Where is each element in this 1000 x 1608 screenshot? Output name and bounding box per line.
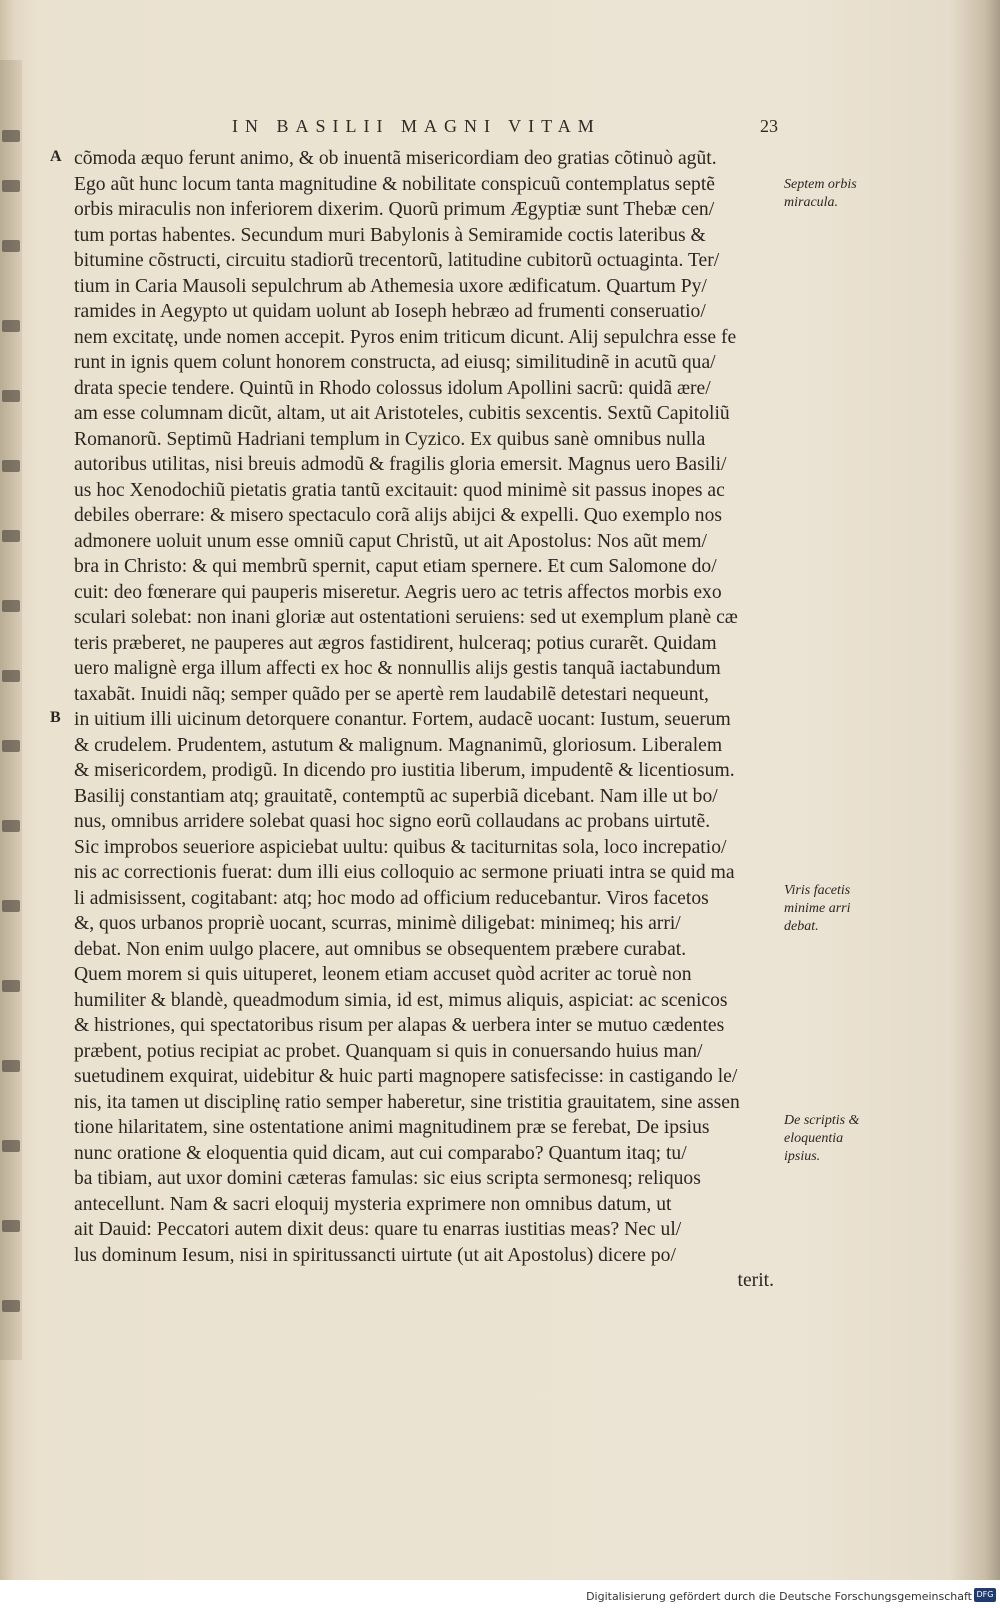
marginal-line: debat.	[784, 919, 819, 934]
text-line: autoribus utilitas, nisi breuis admodũ & fragilis gloria emersit. Magnus uero Basili/	[74, 454, 727, 475]
text-line: nunc oratione & eloquentia quid dicam, aut cui comparabo? Quantum itaq; tu/	[74, 1142, 687, 1164]
text-line: bitumine cõstructi, circuitu stadiorũ trecentorũ, latitudine cubitorũ octuaginta. Ter/	[74, 250, 720, 271]
section-marker-b: B	[50, 709, 61, 726]
text-line: tum portas habentes. Secundum muri Babylonis à Semiramide coctis lateribus &	[74, 224, 706, 246]
text-line: nem excitatę, unde nomen accepit. Pyros enim triticum dicunt. Alij sepulchra esse fe	[74, 326, 737, 348]
text-line: uero malignè erga illum affecti ex hoc & nonnullis alijs gestis tanquã iactabundum	[74, 658, 721, 679]
text-line: nis ac correctionis fuerat: dum illi eius colloquio ac sermone priuati intra se quid ma	[74, 862, 735, 883]
text-line: Basilij constantiam atq; grauitatẽ, contemptũ ac superbiã dicebant. Nam ille ut bo/	[74, 785, 718, 807]
facing-page-edge	[0, 60, 22, 1360]
text-line: drata specie tendere. Quintũ in Rhodo colossus idolum Apollini sacrũ: quidã ære/	[74, 377, 711, 399]
text-line: nis, ita tamen ut disciplinę ratio semper haberetur, sine tristitia grauitatem, sine assen	[74, 1091, 740, 1113]
text-line: nus, omnibus arridere solebat quasi hoc signo eorũ collaudans ac probans uirtutẽ.	[74, 811, 711, 832]
text-line: ramides in Aegypto ut quidam uolunt ab Ioseph hebræo ad frumenti conseruatio/	[74, 301, 706, 322]
text-line: debat. Non enim uulgo placere, aut omnibus se obsequentem præbere curabat.	[74, 938, 687, 960]
text-line: orbis miraculis non inferiorem dixerim. Quorũ primum Ægyptiæ sunt Thebæ cen/	[74, 199, 715, 220]
text-line: admonere uoluit unum esse omniũ caput Christũ, ut ait Apostolus: Nos aũt mem/	[74, 530, 707, 552]
text-line: lus dominum Iesum, nisi in spiritussancti uirtute (ut ait Apostolus) dicere po/	[74, 1244, 676, 1266]
text-line: ba tibiam, aut uxor domini cæteras famulas: sic eius scripta sermonesq; reliquos	[74, 1168, 701, 1189]
marginal-note-septem	[784, 176, 874, 212]
text-line: terit.	[737, 1270, 774, 1291]
text-line: & misericordem, prodigũ. In dicendo pro iustitia liberum, impudentẽ & licentiosum.	[74, 760, 735, 781]
marginal-line: ipsius.	[784, 1149, 821, 1164]
page-number: 23	[760, 116, 778, 136]
text-line: & crudelem. Prudentem, astutum & malignum. Magnanimũ, gloriosum. Liberalem	[74, 734, 723, 756]
marginal-line: miracula.	[784, 195, 839, 210]
text-line: us hoc Xenodochiũ pietatis gratia tantũ excitauit: quod minimè sit passus inopes ac	[74, 479, 725, 501]
text-line: runt in ignis quem colunt honorem constructa, ad eiusq; similitudinẽ in acutũ qua/	[74, 352, 716, 373]
running-head: IN BASILII MAGNI VITAM	[232, 116, 601, 136]
text-line: li admisissent, cogitabant: atq; hoc modo ad officium reducebantur. Viros facetos	[74, 887, 709, 909]
text-line: am esse columnam dicũt, altam, ut ait Aristoteles, cubitis sexcentis. Sextũ Capitoliũ	[74, 403, 730, 424]
text-line: suetudinem exquirat, uidebitur & huic parti magnopere satisfecisse: in castigando le/	[74, 1066, 738, 1087]
text-line: Ego aũt hunc locum tanta magnitudine & nobilitate conspicuũ contemplatus septẽ	[74, 173, 715, 195]
marginal-note-viris	[784, 882, 874, 936]
text-line: cõmoda æquo ferunt animo, & ob inuentã misericordiam deo gratias cõtinuò agũt.	[74, 148, 717, 169]
section-marker-a: A	[50, 148, 62, 165]
marginal-line: Septem orbis	[784, 177, 857, 192]
text-line: debiles oberrare: & misero spectaculo corã alijs abijci & expelli. Quo exemplo nos	[74, 505, 723, 526]
marginal-note-scriptis	[784, 1112, 874, 1166]
text-line: tione hilaritatem, sine ostentatione animi magnitudinem præ se ferebat, De ipsius	[74, 1117, 710, 1138]
text-line: taxabãt. Inuidi nãq; semper quãdo per se apertè rem laudabilẽ detestari nequeunt,	[74, 683, 709, 705]
text-line: bra in Christo: & qui membrũ spernit, caput etiam spernere. Et cum Salomone do/	[74, 556, 717, 577]
main-text-block	[74, 146, 774, 1294]
text-line: sculari solebat: non inani gloriæ aut ostentationi seruiens: sed ut exemplum planè cæ	[74, 607, 738, 628]
marginal-line: minime arri	[784, 901, 851, 916]
text-line: præbent, potius recipiat ac probet. Quanquam si quis in conuersando huius man/	[74, 1040, 703, 1062]
text-line: ait Dauid: Peccatori autem dixit deus: quare tu enarras iustitias meas? Nec ul/	[74, 1219, 682, 1240]
text-line: antecellunt. Nam & sacri eloquij mysteria exprimere non omnibus datum, ut	[74, 1193, 672, 1215]
marginal-line: Viris facetis	[784, 883, 851, 898]
funding-notice: Digitalisierung gefördert durch die Deutsche Forschungsgemeinschaft	[586, 1590, 972, 1603]
text-line: in uitium illi uicinum detorquere conantur. Fortem, audacẽ uocant: Iustum, seuerum	[74, 709, 731, 730]
marginal-line: De scriptis &	[784, 1113, 860, 1128]
text-line: Quem morem si quis uituperet, leonem etiam accuset quòd acriter ac toruè non	[74, 964, 692, 985]
text-line: &, quos urbanos propriè uocant, scurras, minimè diligebat: minimeq; his arri/	[74, 913, 681, 934]
text-line: humiliter & blandè, queadmodum simia, id est, mimus aliquis, aspiciat: ac scenicos	[74, 989, 728, 1011]
text-line: teris præberet, ne pauperes aut ægros fastidirent, hulceraq; potius curarẽt. Quidam	[74, 632, 717, 654]
text-line: Romanorũ. Septimũ Hadriani templum in Cyzico. Ex quibus sanè omnibus nulla	[74, 428, 706, 450]
text-line: & histriones, qui spectatoribus risum per alapas & uerbera inter se mutuo cædentes	[74, 1015, 725, 1036]
dfg-logo: DFG	[974, 1588, 996, 1602]
text-line: tium in Caria Mausoli sepulchrum ab Athemesia uxore ædificatum. Quartum Py/	[74, 275, 707, 297]
text-line: cuit: deo fœnerare qui pauperis miseretur. Aegris uero ac tetris affectos morbis exo	[74, 581, 722, 603]
text-line: Sic improbos seueriore aspiciebat uultu: quibus & taciturnitas sola, loco increpatio/	[74, 836, 727, 858]
marginal-line: eloquentia	[784, 1131, 844, 1146]
